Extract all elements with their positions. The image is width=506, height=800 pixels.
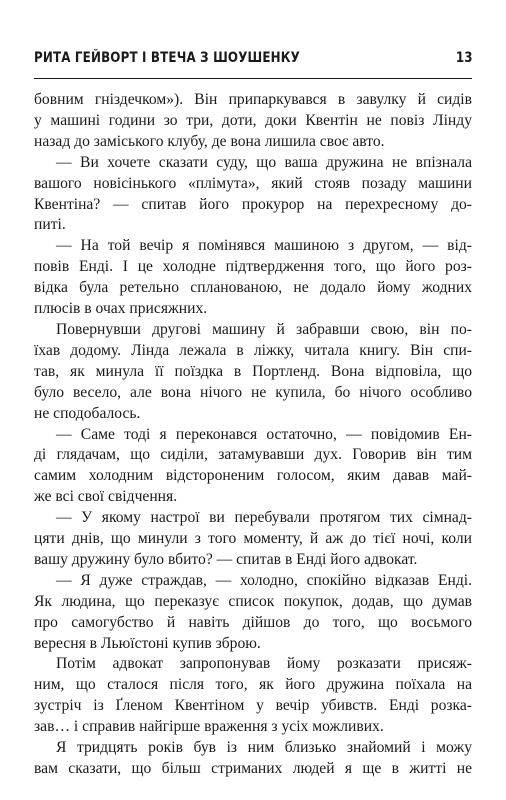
paragraph [34, 425, 472, 509]
text-line: — Саме тоді я переконався остаточно, — повідомив Ен- [56, 425, 472, 443]
text-line: же всі свої свідчення. [34, 488, 178, 506]
text-line: вам сказати, що більш стриманих людей я ще в житті не [34, 760, 472, 777]
text-line: тав, як минула її поїздка в Портленд. Вона відповіла, що [34, 362, 472, 380]
text-line: плюсів в очах присяжних. [34, 300, 208, 318]
text-line: про самогубство й навіть дійшов до того, що восьмого [34, 613, 472, 631]
text-line: ді глядачам, що сиділи, затамувавши дух. Говорив він тим [34, 446, 472, 464]
text-line: Повернувши другові машину й забравши свою, він по- [56, 320, 472, 338]
text-line: не сподобалось. [34, 404, 141, 422]
text-line: у машині години зо три, доти, доки Квентін не повіз Лінду [34, 111, 472, 129]
text-line: — У якому настрої ви перебували протягом тих сімнад- [56, 509, 472, 527]
text-line: Потім адвокат запропонував йому розказати присяж- [56, 655, 472, 673]
text-line: — Я дуже страждав, — холодно, спокійно відказав Енді. [56, 571, 472, 589]
text-line: зав… і справив найгірше враження з усіх можливих. [34, 718, 384, 736]
paragraph [34, 654, 472, 738]
paragraph [34, 153, 472, 237]
text-line: їхав додому. Лінда лежала в ліжку, читала книгу. Він спи- [34, 341, 472, 359]
text-line: зустріч із Ґленом Квентіном у вечір убивств. Енді розка- [34, 697, 472, 715]
paragraph [34, 571, 472, 655]
text-line: ним, що сталося після того, як його дружина поїхала на [34, 676, 472, 694]
text-line: бовним гніздечком»). Він припаркувався в завулку й сидів [34, 91, 472, 108]
paragraph [34, 236, 472, 320]
header-rule [34, 78, 472, 79]
text-line: назад до заміського клубу, де вона лишила своє авто. [34, 132, 385, 150]
text-line: вашого новісінького «плімута», який стояв позаду машини [34, 174, 472, 192]
text-line: — Ви хочете сказати суду, що ваша дружина не впізнала [56, 153, 472, 171]
running-head-title: РИТА ГЕЙВОРТ І ВТЕЧА З ШОУШЕНКУ [34, 50, 301, 66]
paragraph [34, 508, 472, 571]
page-number: 13 [455, 50, 473, 66]
running-head [34, 50, 473, 72]
text-line: Як людина, що переказує список покупок, додав, що думав [34, 592, 472, 610]
paragraph [34, 90, 472, 153]
text-line: вашу дружину було вбито? — спитав в Енді його адвокат. [34, 550, 418, 568]
text-line: Квентіна? — спитав його прокурор на перехресному до- [34, 195, 472, 213]
text-line: вересня в Льюїстоні купив зброю. [34, 634, 261, 652]
paragraph [34, 738, 472, 780]
text-line: повів Енді. І це холодне підтвердження того, що його роз- [34, 258, 472, 276]
text-line: — На той вечір я помінявся машиною з другом, — від- [56, 237, 472, 255]
text-line: цяти днів, що минули з того моменту, й аж до тієї ночі, коли [34, 530, 472, 548]
text-line: відка була ретельно спланованою, не додало йому жодних [34, 279, 472, 297]
body-text [34, 90, 472, 780]
text-line: було весело, але вона нічого не купила, бо нічого особливо [34, 383, 472, 401]
text-line: самим холодним відстороненим голосом, яким давав май- [34, 467, 472, 485]
text-line: питі. [34, 216, 66, 234]
paragraph [34, 320, 472, 425]
text-line: Я тридцять років був із ним близько знайомий і можу [56, 739, 472, 757]
